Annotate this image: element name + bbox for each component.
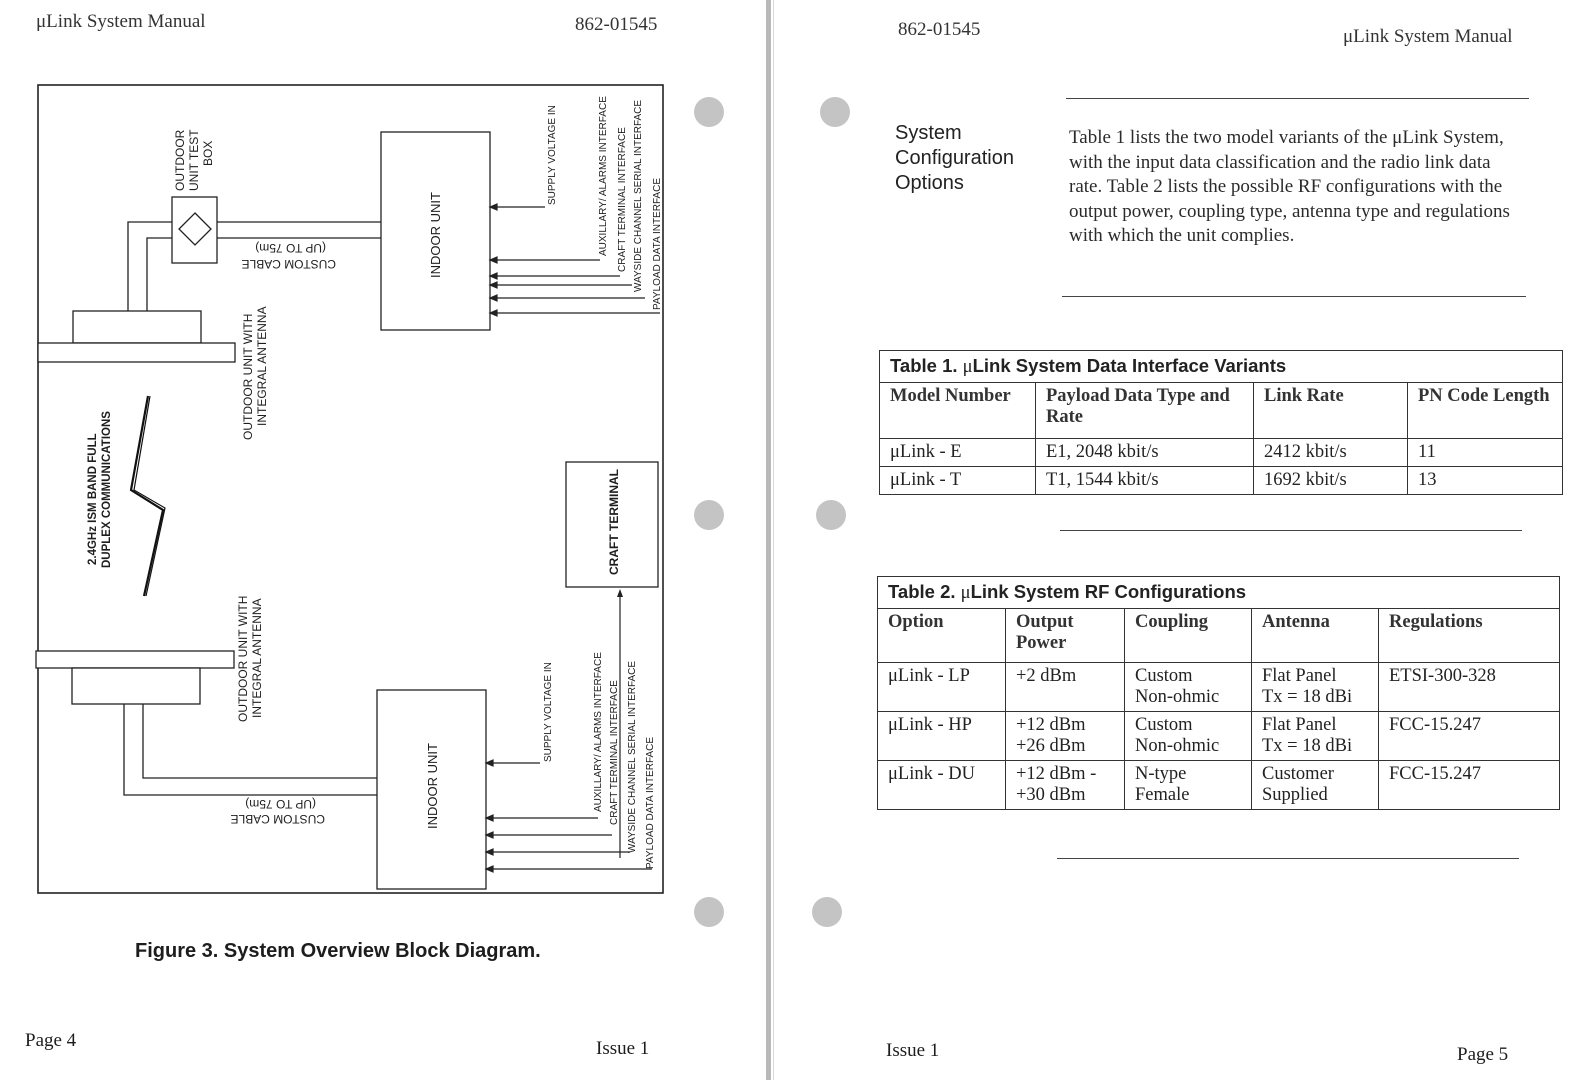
section-rule-top (1066, 98, 1529, 99)
top-custom-cable: CUSTOM CABLE (241, 257, 336, 271)
bottom-outdoor-unit-label-1: OUTDOOR UNIT WITH (236, 595, 250, 722)
bottom-antenna-panel (36, 651, 234, 668)
table-row: μLink - E E1, 2048 kbit/s 2412 kbit/s 11 (880, 439, 1563, 467)
section-rule-bottom (1062, 296, 1526, 297)
bottom-iface-wayside: WAYSIDE CHANNEL SERIAL INTERFACE (627, 660, 638, 853)
top-iface-craft: CRAFT TERMINAL INTERFACE (617, 127, 628, 272)
bottom-indoor-unit-label: INDOOR UNIT (425, 743, 440, 829)
binder-hole (694, 97, 724, 127)
table-2-col-regulations: Regulations (1379, 609, 1560, 663)
table-2-col-option: Option (878, 609, 1006, 663)
section-heading: System Configuration Options (895, 122, 1014, 194)
table-1-col-payload: Payload Data Type and Rate (1036, 383, 1254, 439)
binder-hole (820, 97, 850, 127)
system-overview-block-diagram (0, 0, 766, 1080)
top-iface-wayside: WAYSIDE CHANNEL SERIAL INTERFACE (633, 99, 644, 292)
test-box-label-3: BOX (201, 140, 215, 166)
table-1-title: Table 1. μLink System Data Interface Variants (880, 351, 1563, 383)
right-header-doc-number: 862-01545 (898, 19, 981, 40)
table-row: μLink - LP +2 dBm Custom Non-ohmic Flat Panel Tx = 18 dBi ETSI-300-328 (878, 663, 1560, 712)
top-cable-length: (UP TO 75m) (255, 241, 326, 255)
bottom-supply-voltage: SUPPLY VOLTAGE IN (543, 662, 554, 762)
top-supply-voltage: SUPPLY VOLTAGE IN (547, 105, 558, 205)
table-2-col-output-power: Output Power (1006, 609, 1125, 663)
left-header-title: μLink System Manual (36, 11, 206, 32)
top-iface-aux: AUXILLARY/ ALARMS INTERFACE (598, 96, 609, 256)
left-footer-issue: Issue 1 (596, 1038, 650, 1059)
table-2 (877, 576, 1560, 810)
top-iface-payload: PAYLOAD DATA INTERFACE (652, 177, 663, 310)
bottom-outdoor-unit (72, 668, 200, 704)
radio-link-lightning-icon (131, 396, 163, 596)
table-2-col-coupling: Coupling (1125, 609, 1252, 663)
table-1-col-model: Model Number (880, 383, 1036, 439)
craft-terminal-label: CRAFT TERMINAL (607, 469, 621, 575)
bottom-cable-length: (UP TO 75m) (245, 797, 316, 811)
right-header-title: μLink System Manual (1343, 26, 1513, 47)
table-1-col-link-rate: Link Rate (1254, 383, 1408, 439)
page-gutter (766, 0, 771, 1080)
right-footer-page: Page 5 (1457, 1044, 1509, 1065)
left-footer-page: Page 4 (25, 1030, 77, 1051)
table-1-rule (1060, 530, 1522, 531)
bottom-custom-cable: CUSTOM CABLE (230, 812, 325, 826)
top-antenna-panel (38, 343, 235, 362)
test-box-label-2: UNIT TEST (187, 129, 201, 191)
ism-band-label-2: DUPLEX COMMUNICATIONS (101, 411, 113, 568)
table-1 (879, 350, 1563, 495)
table-row: μLink - DU +12 dBm - +30 dBm N-type Female Customer Supplied FCC-15.247 (878, 761, 1560, 810)
right-footer-issue: Issue 1 (886, 1040, 940, 1061)
bottom-iface-payload: PAYLOAD DATA INTERFACE (645, 736, 656, 869)
bottom-outdoor-unit-label-2: INTEGRAL ANTENNA (250, 598, 264, 718)
ism-band-label-1: 2.4GHz ISM BAND FULL (87, 433, 99, 565)
test-box-label-1: OUTDOOR (173, 129, 187, 191)
binder-hole (816, 500, 846, 530)
bottom-iface-craft: CRAFT TERMINAL INTERFACE (609, 680, 620, 825)
binder-hole (812, 897, 842, 927)
top-indoor-unit-label: INDOOR UNIT (428, 192, 443, 278)
top-outdoor-unit-label-2: INTEGRAL ANTENNA (255, 306, 269, 426)
table-2-col-antenna: Antenna (1252, 609, 1379, 663)
left-header-doc-number: 862-01545 (575, 14, 658, 35)
table-row: μLink - T T1, 1544 kbit/s 1692 kbit/s 13 (880, 467, 1563, 495)
top-outdoor-unit-label-1: OUTDOOR UNIT WITH (241, 313, 255, 440)
bottom-iface-aux: AUXILLARY/ ALARMS INTERFACE (593, 652, 604, 812)
top-outdoor-unit (73, 311, 201, 343)
table-2-title: Table 2. μLink System RF Configurations (878, 577, 1560, 609)
table-row: μLink - HP +12 dBm +26 dBm Custom Non-ohmic Flat Panel Tx = 18 dBi FCC-15.247 (878, 712, 1560, 761)
table-1-col-pn-code: PN Code Length (1408, 383, 1563, 439)
binder-hole (694, 500, 724, 530)
section-body-text: Table 1 lists the two model variants of the μLink System, with the input data classification and the radio link data rate. Table 2 lists the possible RF configurations with the output power, coupling type, antenna type and regulations with which the unit complies. (1069, 127, 1510, 246)
binder-hole (694, 897, 724, 927)
table-2-rule (1057, 858, 1519, 859)
figure-caption: Figure 3. System Overview Block Diagram. (135, 940, 541, 962)
